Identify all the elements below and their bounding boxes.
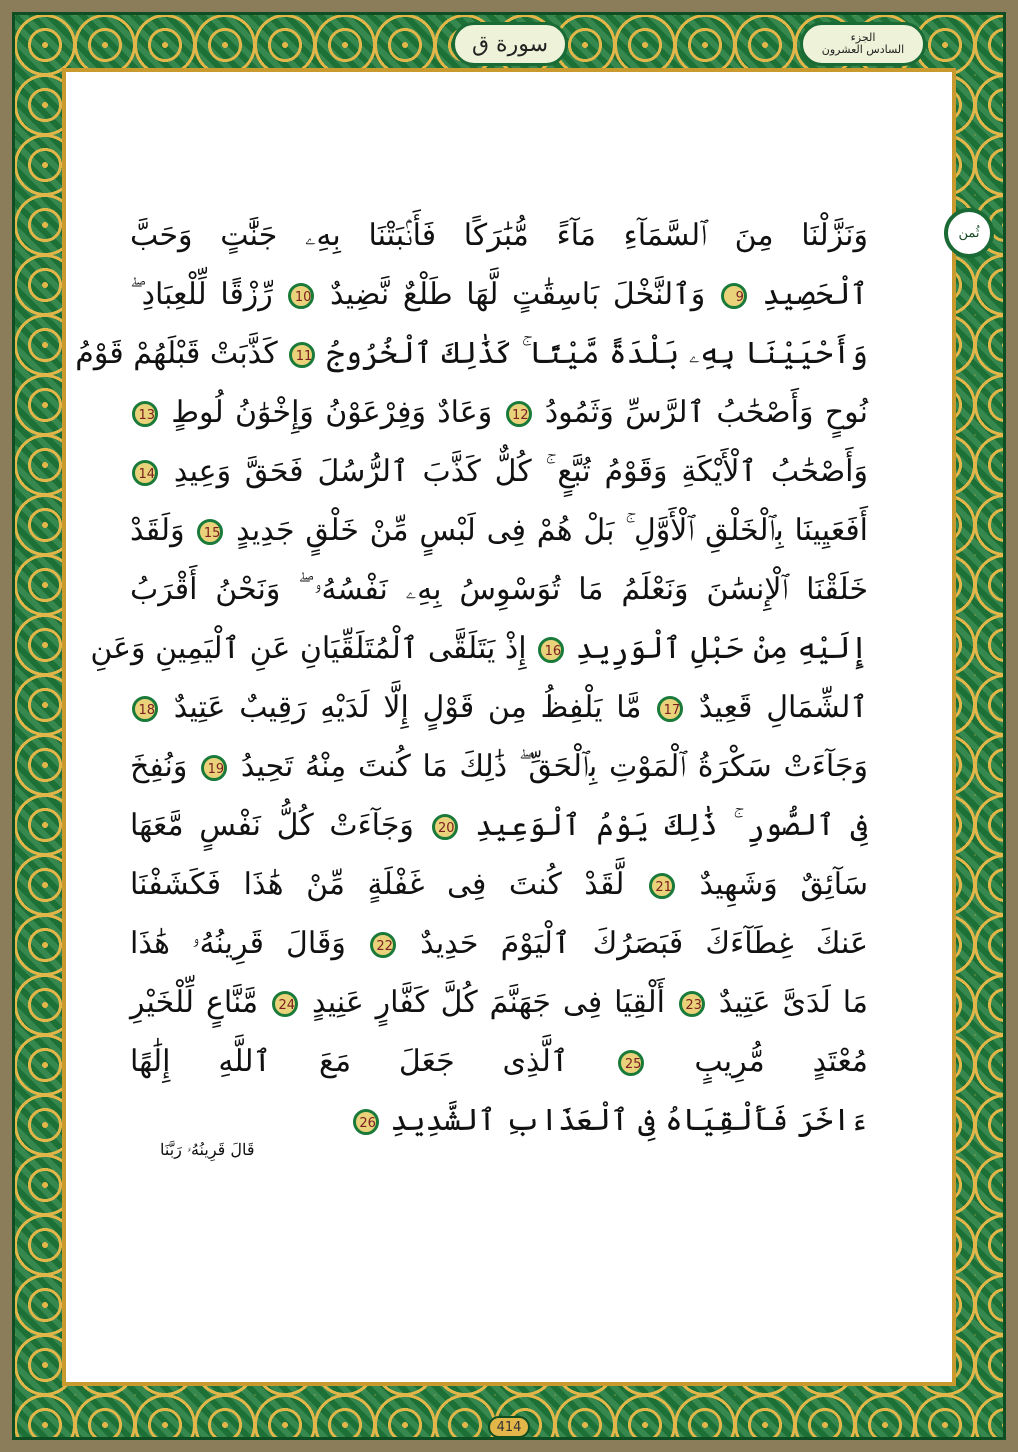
verse-text: وَأَصْحَٰبُ ٱلْأَيْكَةِ وَقَوْمُ تُبَّعٍ ۚ كُلٌّ كَذَّبَ ٱلرُّسُلَ فَحَقَّ وَعِيدِ xyxy=(160,454,868,489)
ayah-number-marker: 17 xyxy=(657,696,683,722)
juz-label: الجزء xyxy=(850,31,876,44)
verse-text: مَا لَدَىَّ عَتِيدٌ xyxy=(706,985,868,1020)
ayah-number-marker: 16 xyxy=(538,637,564,663)
verse-text: أَلْقِيَا فِى جَهَنَّمَ كُلَّ كَفَّارٍ عَنِيدٍ xyxy=(300,985,665,1020)
verse-text: ٱلَّذِى جَعَلَ مَعَ ٱللَّهِ إِلَٰهًا xyxy=(130,1044,569,1079)
verse-text: مَّنَّاعٍ لِّلْخَيْرِ xyxy=(130,985,259,1020)
juz-badge xyxy=(800,22,926,66)
verse-line xyxy=(130,560,868,619)
verse-text: وَنَزَّلْنَا مِنَ ٱلسَّمَآءِ مَآءً مُّبَٰرَكًا فَأَنۢبَتْنَا بِهِۦ جَنَّٰتٍ وَحَبَّ xyxy=(130,218,868,253)
verse-line xyxy=(130,1032,868,1091)
verse-text: ٱلْحَصِيدِ xyxy=(748,277,868,312)
verse-line xyxy=(75,324,868,383)
catchword: قَالَ قَرِينُهُۥ رَبَّنَا xyxy=(160,1140,255,1159)
ayah-number-marker: 15 xyxy=(197,519,223,545)
ayah-number-marker: 22 xyxy=(370,932,396,958)
ayah-number-marker: 10 xyxy=(288,283,314,309)
verse-text: وَعَادٌ وَفِرْعَوْنُ وَإِخْوَٰنُ لُوطٍ xyxy=(160,395,493,430)
ayah-number-marker: 21 xyxy=(649,873,675,899)
verse-line xyxy=(130,914,868,973)
verse-line xyxy=(130,855,868,914)
ayah-number-marker: 13 xyxy=(132,401,158,427)
verse-text: وَٱلنَّخْلَ بَاسِقَٰتٍ لَّهَا طَلْعٌ نَّضِيدٌ xyxy=(316,277,706,312)
ayah-number-marker: 19 xyxy=(201,755,227,781)
ayah-number-marker: 9 xyxy=(721,283,747,309)
juz-number: السادس العشرون xyxy=(821,43,905,56)
verse-line xyxy=(130,501,868,560)
ayah-number-marker: 14 xyxy=(132,460,158,486)
verse-line xyxy=(130,796,868,855)
verse-text: وَجَآءَتْ سَكْرَةُ ٱلْمَوْتِ بِٱلْحَقِّ ۖ ذَٰلِكَ مَا كُنتَ مِنْهُ تَحِيدُ xyxy=(229,749,868,784)
verse-line xyxy=(130,678,868,737)
ayah-number-marker: 11 xyxy=(289,342,315,368)
verse-line xyxy=(130,737,868,796)
surah-name: سورة ق xyxy=(471,31,548,57)
verse-text: وَنُفِخَ xyxy=(130,749,188,784)
ayah-number-marker: 26 xyxy=(353,1109,379,1135)
verse-text: لَّقَدْ كُنتَ فِى غَفْلَةٍ مِّنْ هَٰذَا فَكَشَفْنَا xyxy=(130,867,625,902)
verse-text: فِى ٱلصُّورِ ۚ ذَٰلِكَ يَوْمُ ٱلْوَعِيدِ xyxy=(459,808,868,843)
verse-line xyxy=(130,383,868,442)
verse-text: وَأَحْيَيْنَا بِهِۦ بَلْدَةً مَّيْتًا ۚ كَذَٰلِكَ ٱلْخُرُوجُ xyxy=(317,336,868,371)
verse-line xyxy=(130,442,868,501)
verse-text: سَآئِقٌ وَشَهِيدٌ xyxy=(676,867,868,902)
verse-text: رِّزْقًا لِّلْعِبَادِ ۖ xyxy=(130,277,273,312)
verse-text: مَّا يَلْفِظُ مِن قَوْلٍ إِلَّا لَدَيْهِ رَقِيبٌ عَتِيدٌ xyxy=(160,690,642,725)
verse-text: وَلَقَدْ xyxy=(130,513,185,548)
ayah-number-marker: 23 xyxy=(679,991,705,1017)
verse-text: إِذْ يَتَلَقَّى ٱلْمُتَلَقِّيَانِ عَنِ ٱلْيَمِينِ وَعَنِ xyxy=(90,631,527,666)
verse-text: مُعْتَدٍ مُّرِيبٍ xyxy=(646,1044,868,1079)
verse-text: ءَاخَرَ فَأَلْقِيَاهُ فِى ٱلْعَذَابِ ٱلشَّدِيدِ xyxy=(380,1103,868,1138)
verse-line xyxy=(130,973,868,1032)
ayah-number-marker: 20 xyxy=(432,814,458,840)
page-number: 414 xyxy=(488,1416,530,1438)
verse-text: نُوحٍ وَأَصْحَٰبُ ٱلرَّسِّ وَثَمُودُ xyxy=(533,395,868,430)
verse-text: ٱلشِّمَالِ قَعِيدٌ xyxy=(685,690,868,725)
verse-text: خَلَقْنَا ٱلْإِنسَٰنَ وَنَعْلَمُ مَا تُوَسْوِسُ بِهِۦ نَفْسُهُۥ ۖ وَنَحْنُ أَقْرَبُ xyxy=(130,572,868,607)
verse-text: وَجَآءَتْ كُلُّ نَفْسٍ مَّعَهَا xyxy=(130,808,414,843)
verse-line xyxy=(130,206,868,265)
ayah-number-marker: 12 xyxy=(506,401,532,427)
verse-text: إِلَيْهِ مِنْ حَبْلِ ٱلْوَرِيدِ xyxy=(566,631,868,666)
hizb-quarter-marker xyxy=(944,208,994,258)
hizb-marker-text: ثُمن xyxy=(958,225,980,241)
verse-text: كَذَّبَتْ قَبْلَهُمْ قَوْمُ xyxy=(75,336,278,371)
ayah-number-marker: 18 xyxy=(132,696,158,722)
verse-lines xyxy=(75,206,869,1150)
surah-name-badge xyxy=(452,22,568,66)
verse-text: وَقَالَ قَرِينُهُۥ هَٰذَا xyxy=(130,926,346,961)
verse-line xyxy=(90,619,868,678)
verse-text: أَفَعَيِينَا بِٱلْخَلْقِ ٱلْأَوَّلِ ۚ بَلْ هُمْ فِى لَبْسٍ مِّنْ خَلْقٍ جَدِيدٍ xyxy=(225,513,868,548)
verse-text: عَنكَ غِطَآءَكَ فَبَصَرُكَ ٱلْيَوْمَ حَدِيدٌ xyxy=(397,926,869,961)
ayah-number-marker: 25 xyxy=(618,1050,644,1076)
ayah-number-marker: 24 xyxy=(272,991,298,1017)
verse-line xyxy=(130,265,868,324)
